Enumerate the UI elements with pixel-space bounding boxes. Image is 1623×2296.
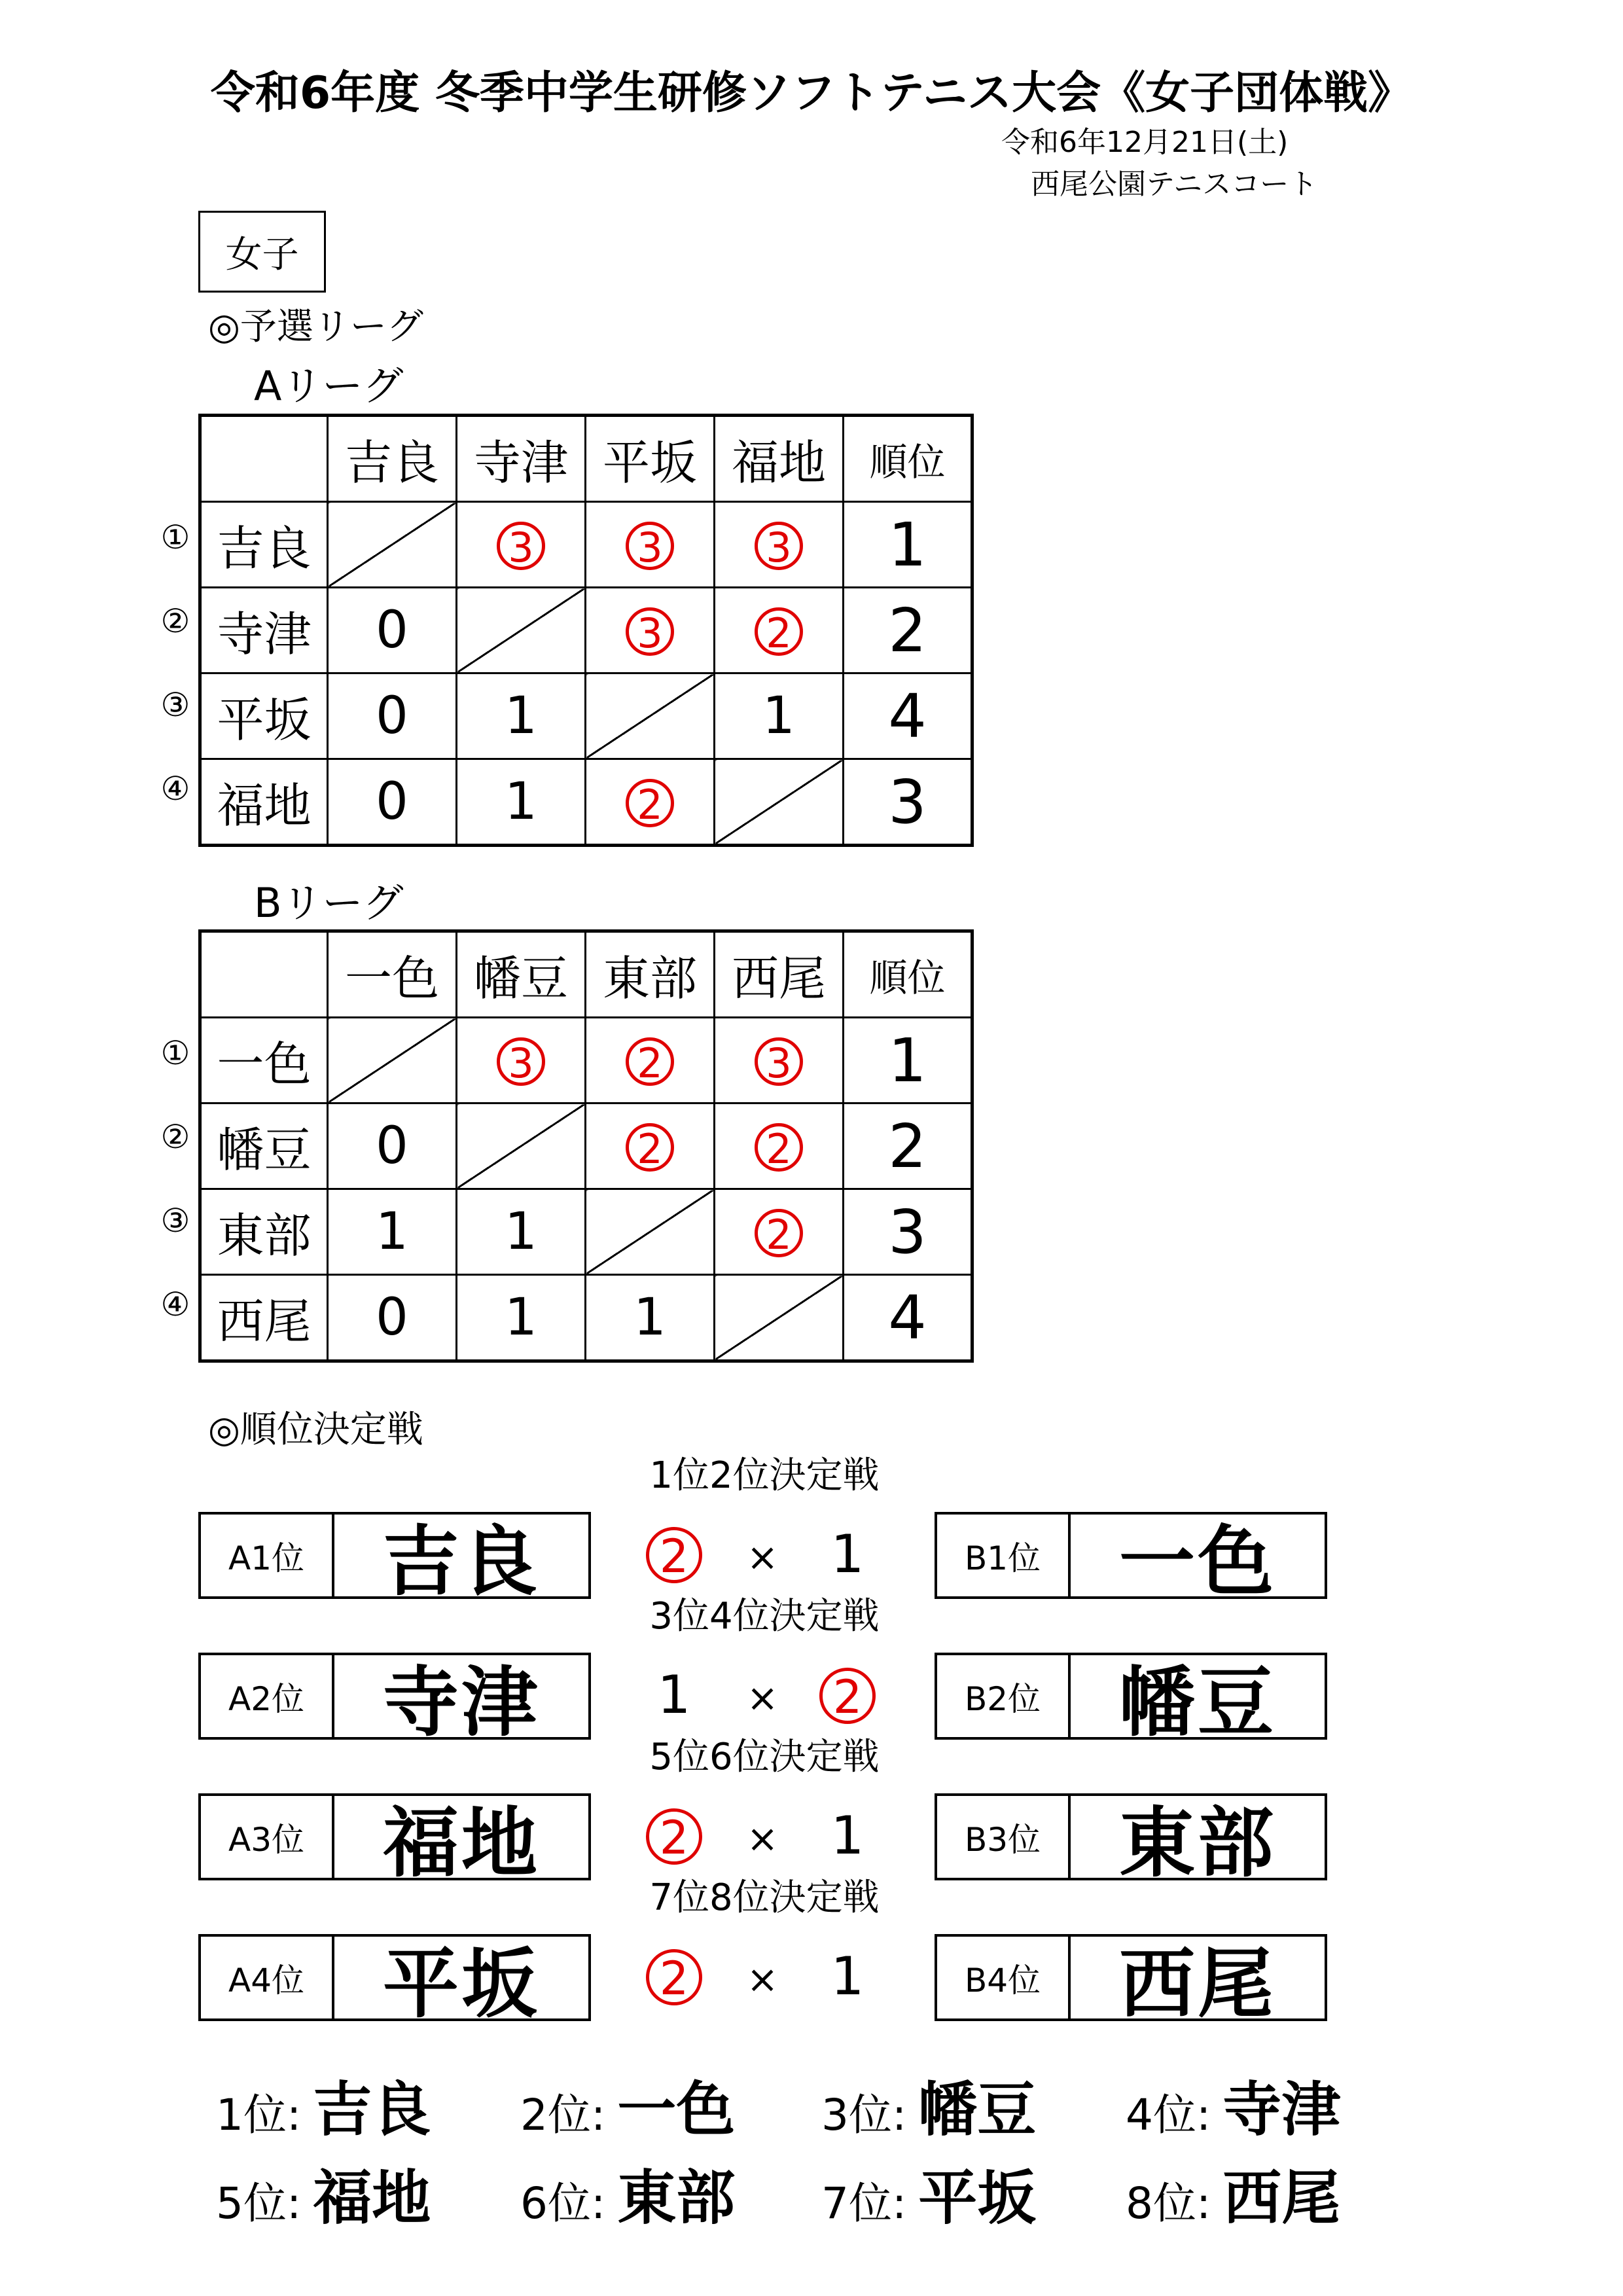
result-cell	[457, 502, 586, 588]
table-row	[200, 1275, 972, 1361]
prelim-heading: ◎予選リーグ	[208, 306, 423, 348]
result-cell	[328, 1275, 457, 1361]
row-team: 東部	[200, 1189, 328, 1275]
league-a-label: Aリーグ	[254, 362, 404, 410]
winning-score: 3	[626, 607, 674, 656]
row-team: 福地	[200, 759, 328, 846]
rank-cell: 4	[844, 1275, 972, 1361]
seed-label: B4位	[937, 1937, 1071, 2018]
result-cell	[715, 1189, 844, 1275]
table-row	[200, 759, 972, 846]
row-number: ②	[160, 602, 190, 640]
result-cell	[328, 1189, 457, 1275]
result-cell	[328, 673, 457, 759]
team-a-box	[198, 1512, 591, 1606]
diagonal-cell	[586, 1189, 715, 1275]
rank-cell: 1	[844, 1018, 972, 1103]
row-team: 吉良	[200, 502, 328, 588]
seed-label: A4位	[201, 1937, 334, 2018]
versus-mark: ×	[746, 1676, 779, 1720]
winning-score: 2	[755, 1209, 803, 1257]
match-title: 5位6位決定戦	[649, 1736, 880, 1778]
diagonal-cell	[328, 1018, 457, 1103]
table-row	[200, 1189, 972, 1275]
standing-item	[216, 2150, 431, 2235]
table-row	[200, 673, 972, 759]
winning-score: 3	[626, 522, 674, 570]
result-cell	[328, 588, 457, 673]
score-b-wrap	[818, 1805, 877, 1866]
column-team: 吉良	[328, 416, 457, 502]
row-team: 寺津	[200, 588, 328, 673]
team-name: 一色	[1119, 1518, 1276, 1606]
league-b-label: Bリーグ	[254, 879, 404, 927]
result-cell	[586, 1275, 715, 1361]
row-number: ③	[160, 1202, 190, 1240]
winning-score: 3	[497, 1037, 545, 1086]
rank-cell: 3	[844, 759, 972, 846]
winning-score: 2	[626, 1037, 674, 1086]
standing-item	[216, 2062, 431, 2147]
standing-item	[1126, 2062, 1340, 2147]
score-a-wrap	[645, 1946, 704, 2007]
standing-item	[1126, 2150, 1340, 2235]
standing-team: 幡豆	[918, 2075, 1037, 2144]
score-b-wrap	[818, 1664, 877, 1725]
standing-rank: 7位:	[821, 2178, 907, 2229]
losing-score: 0	[376, 601, 408, 660]
versus-mark: ×	[746, 1957, 779, 2001]
team-b-box	[935, 1653, 1327, 1747]
seed-label: B3位	[937, 1796, 1071, 1878]
standing-item	[520, 2062, 735, 2147]
team-name: 東部	[1119, 1799, 1276, 1888]
score-b-wrap	[818, 1946, 877, 2007]
diagonal-cell	[715, 1275, 844, 1361]
losing-score: 1	[505, 772, 537, 831]
winning-score: 3	[755, 522, 803, 570]
standing-team: 西尾	[1222, 2164, 1341, 2233]
rank-header: 順位	[844, 416, 972, 502]
winning-score: 2	[819, 1668, 876, 1724]
placement-heading: ◎順位決定戦	[208, 1408, 423, 1451]
column-team: 西尾	[715, 931, 844, 1018]
row-team: 平坂	[200, 673, 328, 759]
result-cell	[715, 1018, 844, 1103]
corner-cell	[200, 416, 328, 502]
versus-mark: ×	[746, 1816, 779, 1861]
page-title: 令和6年度 冬季中学生研修ソフトテニス大会《女子団体戦》	[210, 67, 1413, 119]
result-cell	[715, 673, 844, 759]
standing-rank: 1位:	[216, 2090, 302, 2140]
winning-score: 2	[755, 607, 803, 656]
losing-score: 1	[505, 687, 537, 745]
result-cell	[715, 502, 844, 588]
standing-rank: 8位:	[1126, 2178, 1211, 2229]
row-number: ④	[160, 1285, 190, 1323]
standing-item	[821, 2062, 1036, 2147]
losing-score: 1	[762, 687, 795, 745]
losing-score: 1	[830, 1946, 865, 2007]
standing-team: 吉良	[313, 2075, 431, 2144]
diagonal-cell	[715, 759, 844, 846]
row-number: ④	[160, 770, 190, 808]
result-cell	[715, 1103, 844, 1189]
losing-score: 1	[633, 1288, 666, 1347]
losing-score: 1	[657, 1664, 691, 1725]
standing-team: 一色	[617, 2075, 736, 2144]
column-team: 幡豆	[457, 931, 586, 1018]
standing-team: 寺津	[1222, 2075, 1341, 2144]
seed-label: A1位	[201, 1515, 334, 1596]
standing-rank: 2位:	[520, 2090, 606, 2140]
team-a-box	[198, 1653, 591, 1747]
column-team: 一色	[328, 931, 457, 1018]
result-cell	[457, 1275, 586, 1361]
table-row	[200, 588, 972, 673]
winning-score: 2	[646, 1808, 702, 1865]
result-cell	[586, 759, 715, 846]
diagonal-cell	[457, 588, 586, 673]
score-a-wrap	[645, 1664, 704, 1725]
losing-score: 1	[830, 1805, 865, 1866]
losing-score: 1	[830, 1524, 865, 1585]
winning-score: 3	[755, 1037, 803, 1086]
losing-score: 1	[505, 1202, 537, 1261]
losing-score: 0	[376, 687, 408, 745]
result-cell	[328, 1103, 457, 1189]
table-row	[200, 502, 972, 588]
winning-score: 2	[626, 1123, 674, 1172]
column-team: 福地	[715, 416, 844, 502]
row-number: ②	[160, 1118, 190, 1156]
team-b-box	[935, 1512, 1327, 1606]
team-name: 幡豆	[1119, 1659, 1276, 1747]
losing-score: 0	[376, 1117, 408, 1175]
result-cell	[586, 502, 715, 588]
winning-score: 3	[497, 522, 545, 570]
match-title: 1位2位決定戦	[649, 1454, 880, 1497]
standing-rank: 4位:	[1126, 2090, 1211, 2140]
seed-label: A2位	[201, 1655, 334, 1737]
result-cell	[457, 1018, 586, 1103]
rank-header: 順位	[844, 931, 972, 1018]
standing-item	[821, 2150, 1036, 2235]
result-cell	[586, 1103, 715, 1189]
seed-label: B1位	[937, 1515, 1071, 1596]
row-number: ①	[160, 518, 190, 556]
table-row	[200, 1018, 972, 1103]
team-a-box	[198, 1934, 591, 2028]
column-team: 寺津	[457, 416, 586, 502]
rank-cell: 2	[844, 1103, 972, 1189]
rank-cell: 2	[844, 588, 972, 673]
result-cell	[586, 1018, 715, 1103]
standing-item	[520, 2150, 735, 2235]
header-row	[200, 931, 972, 1018]
result-cell	[457, 1189, 586, 1275]
team-b-box	[935, 1793, 1327, 1888]
winning-score: 2	[646, 1949, 702, 2005]
score-a-wrap	[645, 1805, 704, 1866]
standing-team: 東部	[617, 2164, 736, 2233]
score-a-wrap	[645, 1524, 704, 1585]
losing-score: 1	[376, 1202, 408, 1261]
match-title: 7位8位決定戦	[649, 1876, 880, 1919]
result-cell	[457, 673, 586, 759]
losing-score: 0	[376, 772, 408, 831]
league-table	[198, 929, 974, 1363]
standing-team: 福地	[313, 2164, 431, 2233]
row-team: 幡豆	[200, 1103, 328, 1189]
team-name: 寺津	[383, 1659, 540, 1747]
diagonal-cell	[457, 1103, 586, 1189]
losing-score: 0	[376, 1288, 408, 1347]
category-box	[198, 211, 326, 293]
standing-rank: 5位:	[216, 2178, 302, 2229]
row-number: ③	[160, 686, 190, 724]
team-name: 西尾	[1119, 1940, 1276, 2028]
team-name: 平坂	[383, 1940, 540, 2028]
match-title: 3位4位決定戦	[649, 1595, 880, 1638]
team-name: 福地	[383, 1799, 540, 1888]
seed-label: B2位	[937, 1655, 1071, 1737]
result-cell	[715, 588, 844, 673]
winning-score: 2	[646, 1527, 702, 1583]
standing-team: 平坂	[918, 2164, 1037, 2233]
standing-rank: 3位:	[821, 2090, 907, 2140]
rank-cell: 1	[844, 502, 972, 588]
corner-cell	[200, 931, 328, 1018]
header-row	[200, 416, 972, 502]
row-number: ①	[160, 1034, 190, 1072]
table-row	[200, 1103, 972, 1189]
score-b-wrap	[818, 1524, 877, 1585]
team-b-box	[935, 1934, 1327, 2028]
result-cell	[586, 588, 715, 673]
category-label: 女子	[225, 233, 299, 276]
event-date: 令和6年12月21日(土)	[1001, 126, 1289, 159]
rank-cell: 4	[844, 673, 972, 759]
losing-score: 1	[505, 1288, 537, 1347]
diagonal-cell	[328, 502, 457, 588]
league-table	[198, 414, 974, 847]
rank-cell: 3	[844, 1189, 972, 1275]
event-venue: 西尾公園テニスコート	[1031, 168, 1318, 201]
seed-label: A3位	[201, 1796, 334, 1878]
row-team: 一色	[200, 1018, 328, 1103]
team-name: 吉良	[383, 1518, 540, 1606]
team-a-box	[198, 1793, 591, 1888]
standing-rank: 6位:	[520, 2178, 606, 2229]
winning-score: 2	[626, 779, 674, 827]
winning-score: 2	[755, 1123, 803, 1172]
result-cell	[457, 759, 586, 846]
column-team: 平坂	[586, 416, 715, 502]
versus-mark: ×	[746, 1535, 779, 1579]
result-cell	[328, 759, 457, 846]
row-team: 西尾	[200, 1275, 328, 1361]
diagonal-cell	[586, 673, 715, 759]
column-team: 東部	[586, 931, 715, 1018]
